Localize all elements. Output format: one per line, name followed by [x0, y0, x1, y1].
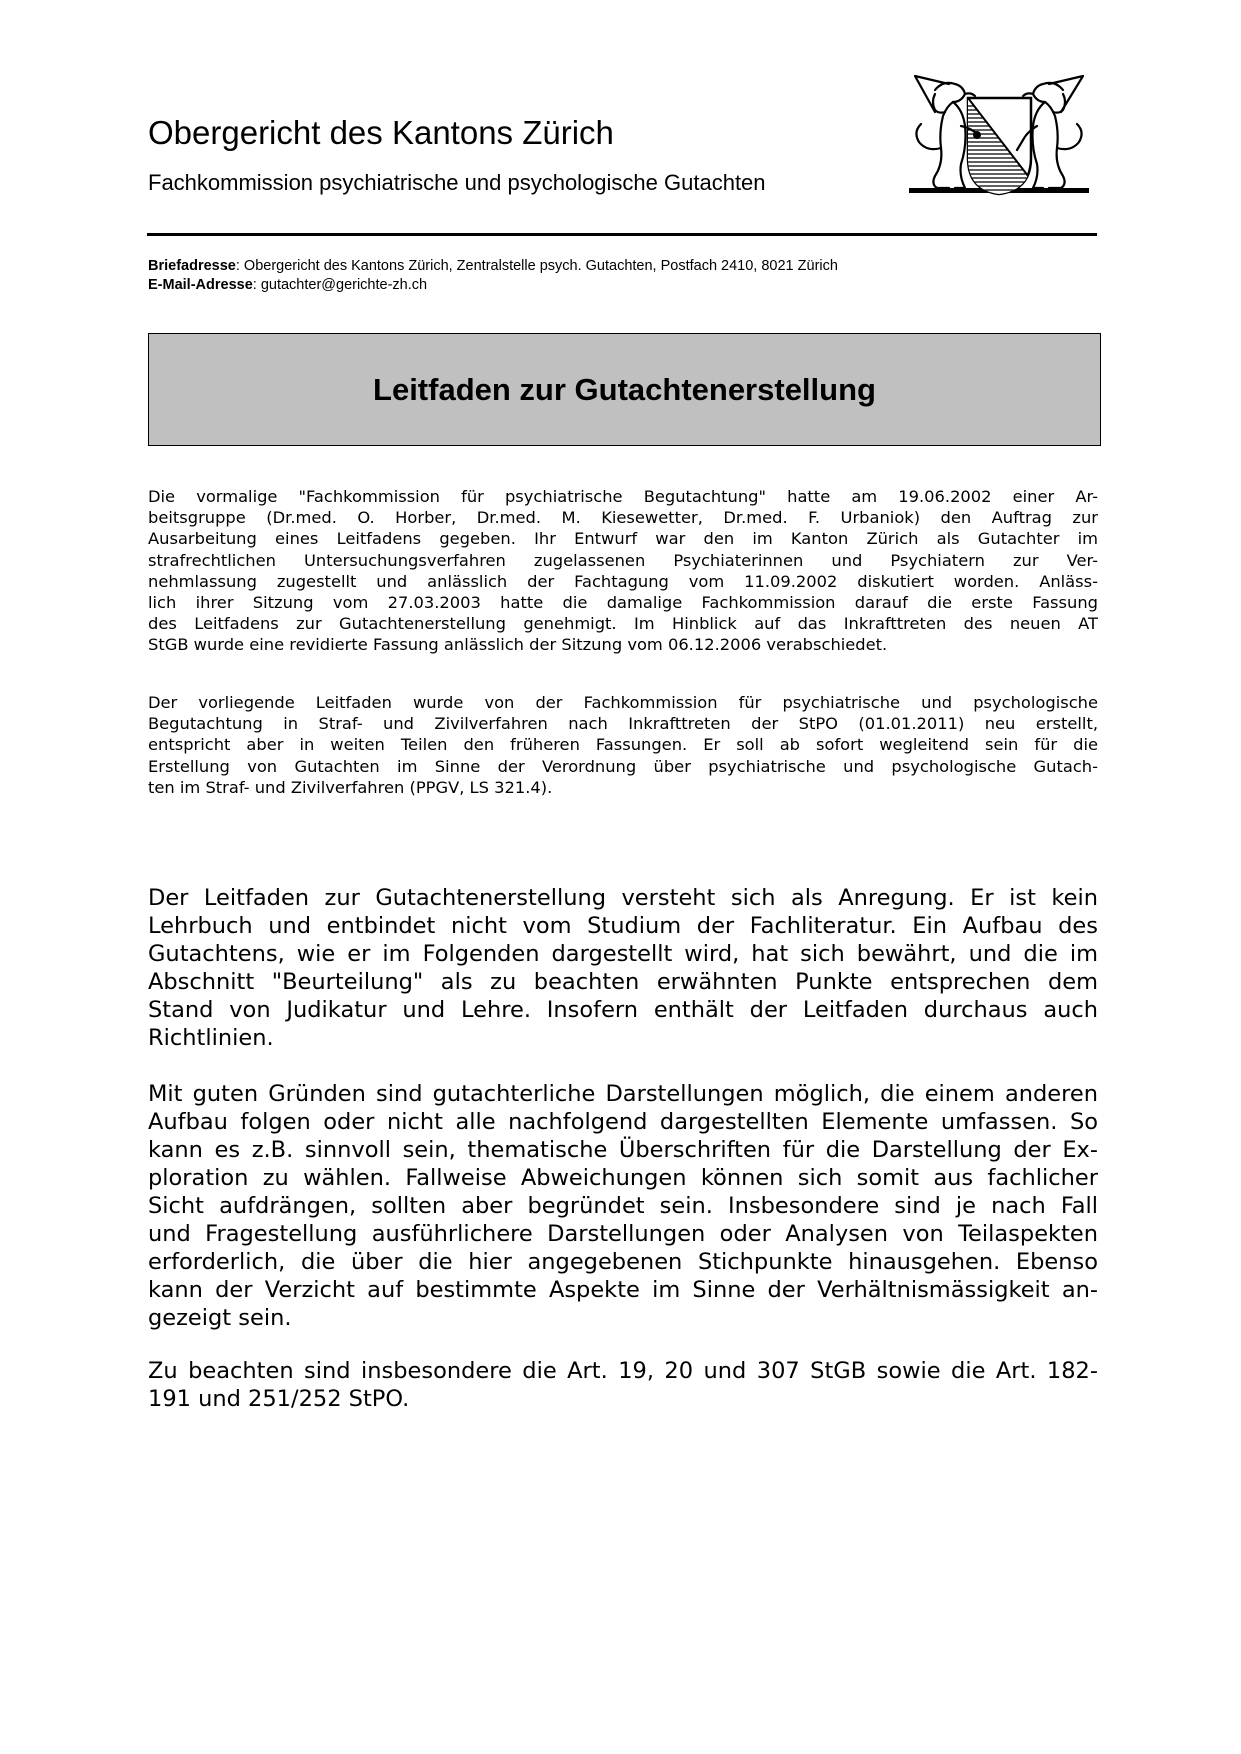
text-line: ten im Straf- und Zivilverfahren (PPGV, LS 321.4). — [148, 777, 553, 797]
postal-address-label: Briefadresse — [148, 258, 236, 274]
text-line: kann es z.B. sinnvoll sein, thematische Überschriften für die Darstellung der Ex- — [148, 1137, 1098, 1163]
text-line: Ausarbeitung eines Leitfadens gegeben. Ihr Entwurf war den im Kanton Zürich als Gutachter im — [148, 529, 1098, 549]
text-line: Lehrbuch und entbindet nicht vom Studium der Fachliteratur. Ein Aufbau des — [148, 913, 1098, 939]
text-line: erforderlich, die über die hier angegebenen Stichpunkte hinausgehen. Ebenso — [148, 1249, 1098, 1275]
text-line: beitsgruppe (Dr.med. O. Horber, Dr.med. M. Kiesewetter, Dr.med. F. Urbaniok) den Auftrag zur — [148, 508, 1098, 528]
text-line: StGB wurde eine revidierte Fassung anlässlich der Sitzung vom 06.12.2006 verabschiedet. — [148, 635, 888, 655]
organization-title: Obergericht des Kantons Zürich — [148, 114, 614, 151]
text-line: Begutachtung in Straf- und Zivilverfahren nach Inkrafttreten der StPO (01.01.2011) neu erstellt, — [148, 714, 1098, 734]
text-line: Mit guten Gründen sind gutachterliche Darstellungen möglich, die einem anderen — [148, 1081, 1098, 1107]
text-line: Stand von Judikatur und Lehre. Insofern enthält der Leitfaden durchaus auch — [148, 997, 1098, 1023]
text-line: Der Leitfaden zur Gutachtenerstellung versteht sich als Anregung. Er ist kein — [148, 885, 1098, 911]
text-line: Gutachtens, wie er im Folgenden dargestellt wird, hat sich bewährt, und die im — [148, 941, 1098, 967]
postal-address-value: : Obergericht des Kantons Zürich, Zentralstelle psych. Gutachten, Postfach 2410, 8021 Zürich — [235, 258, 838, 274]
document-title: Leitfaden zur Gutachtenerstellung — [373, 371, 876, 407]
text-line: Richtlinien. — [148, 1025, 274, 1051]
text-line: entspricht aber in weiten Teilen den früheren Fassungen. Er soll ab sofort wegleitend sein für die — [148, 735, 1098, 755]
text-line: nehmlassung zugestellt und anlässlich der Fachtagung vom 11.09.2002 diskutiert worden. Anläss- — [148, 571, 1098, 591]
email-address — [148, 276, 838, 295]
text-line: Abschnitt "Beurteilung" als zu beachten erwähnten Punkte entsprechen dem — [148, 969, 1098, 995]
header-divider — [147, 233, 1097, 236]
email-address-value: : gutachter@gerichte-zh.ch — [252, 277, 428, 293]
text-line: des Leitfadens zur Gutachtenerstellung genehmigt. Im Hinblick auf das Inkrafttreten des neuen AT — [148, 614, 1098, 634]
text-line: strafrechtlichen Untersuchungsverfahren zugelassenen Psychiaterinnen und Psychiatern zur Ver- — [148, 550, 1098, 570]
text-line: Zu beachten sind insbesondere die Art. 19, 20 und 307 StGB sowie die Art. 182- — [148, 1358, 1098, 1384]
postal-address — [148, 257, 838, 276]
text-line: 191 und 251/252 StPO. — [148, 1386, 410, 1412]
text-line: Aufbau folgen oder nicht alle nachfolgend dargestellten Elemente umfassen. So — [148, 1109, 1098, 1135]
text-line: Erstellung von Gutachten im Sinne der Verordnung über psychiatrische und psychologische Gutach- — [148, 756, 1098, 776]
paragraph-legal-references — [148, 1357, 1098, 1413]
document-title-box — [148, 333, 1101, 446]
email-address-label: E-Mail-Adresse — [148, 277, 253, 293]
text-line: lich ihrer Sitzung vom 27.03.2003 hatte die damalige Fachkommission darauf die erste Fassung — [148, 592, 1098, 612]
paragraph-purpose — [148, 884, 1098, 1052]
text-line: kann der Verzicht auf bestimmte Aspekte im Sinne der Verhältnismässigkeit an- — [148, 1277, 1098, 1303]
text-line: ploration zu wählen. Fallweise Abweichungen können sich somit aus fachlicher — [148, 1165, 1098, 1191]
organization-subtitle: Fachkommission psychiatrische und psychologische Gutachten — [148, 170, 766, 195]
text-line: Sicht aufdrängen, sollten aber begründet sein. Insbesondere sind je nach Fall — [148, 1193, 1098, 1219]
paragraph-history — [148, 486, 1098, 656]
text-line: Der vorliegende Leitfaden wurde von der Fachkommission für psychiatrische und psychologische — [148, 693, 1098, 712]
zurich-coat-of-arms-icon — [905, 72, 1093, 200]
paragraph-current-version — [148, 692, 1098, 798]
contact-block — [148, 257, 838, 295]
text-line: Die vormalige "Fachkommission für psychiatrische Begutachtung" hatte am 19.06.2002 einer Ar- — [148, 487, 1098, 506]
text-line: gezeigt sein. — [148, 1305, 292, 1331]
paragraph-deviations — [148, 1080, 1098, 1332]
text-line: und Fragestellung ausführlichere Darstellungen oder Analysen von Teilaspekten — [148, 1221, 1098, 1247]
